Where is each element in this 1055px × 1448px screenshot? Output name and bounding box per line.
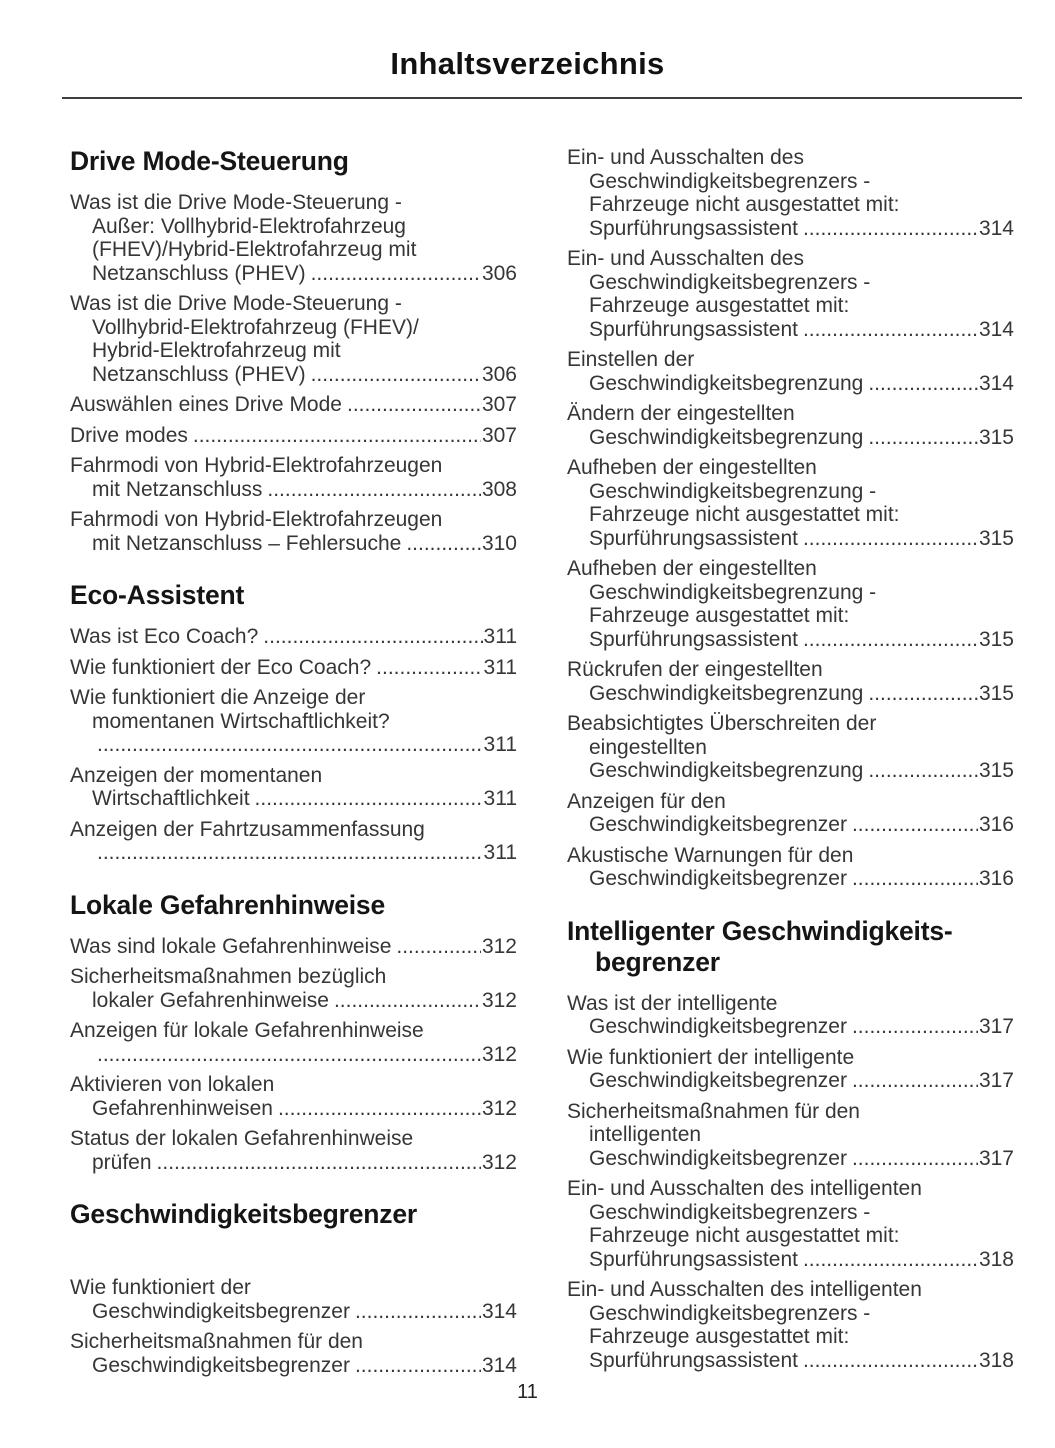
entry-line: Fahrzeuge ausgestattet mit: [589,604,850,627]
entry-text: Spurführungsassistent [589,1348,798,1372]
entry-line: Wie funktioniert der [70,1276,251,1299]
entry-leader-line [70,363,517,387]
toc-column-right [567,146,1014,1384]
toc-entry [70,424,517,448]
entry-text: Netzanschluss (PHEV) [92,261,306,285]
entry-leader-line [70,262,517,286]
entry-leader-line [567,682,1014,706]
toc-entry [70,686,517,757]
entry-page-number: 311 [483,655,517,679]
entry-text: Geschwindigkeitsbegrenzer [589,813,847,836]
dot-leader [803,318,978,342]
toc-entry [567,992,1014,1039]
entry-leader-line [567,372,1014,396]
entry-line: Fahrzeuge ausgestattet mit: [589,294,850,317]
entry-line: Außer: Vollhybrid-Elektrofahrzeug [92,214,406,238]
toc-section [567,916,1014,1373]
toc-entry [70,1276,517,1323]
entry-leader-line [567,867,1014,891]
entry-text: Geschwindigkeitsbegrenzer [92,1353,350,1377]
entry-text: Spurführungsassistent [589,1247,798,1271]
entry-line: Akustische Warnungen für den [567,843,854,867]
entry-page-number: 314 [978,371,1014,395]
entry-line: Geschwindigkeitsbegrenzers - [589,1200,871,1224]
entry-text: Geschwindigkeitsbegrenzer [92,1299,350,1323]
toc-entry [70,935,517,959]
entry-leader-line [567,1349,1014,1373]
entry-line: Anzeigen für den [567,789,726,813]
entry-line: Anzeigen für lokale Gefahrenhinweise [70,1019,424,1042]
entry-text: Geschwindigkeitsbegrenzer [589,1146,847,1170]
toc-entry [70,1127,517,1174]
entry-text: Spurführungsassistent [589,526,798,550]
entry-leader-line [70,1151,517,1175]
dot-leader [803,628,978,652]
entry-leader-line [567,628,1014,652]
dot-leader [868,426,978,450]
entry-text: Geschwindigkeitsbegrenzung [589,681,864,705]
entry-line: Ein- und Ausschalten des [567,247,804,270]
dot-leader [396,935,481,959]
entry-line: Ein- und Ausschalten des intelligenten [567,1177,922,1200]
dot-leader [97,733,483,757]
toc-entry [70,1019,517,1066]
entry-line: Sicherheitsmaßnahmen für den [70,1330,363,1353]
dot-leader [852,1015,978,1039]
entry-leader-line [567,813,1014,837]
dot-leader [803,217,978,241]
toc-entry [70,818,517,865]
entry-line: Einstellen der [567,348,695,371]
dot-leader [355,1354,481,1378]
section-heading: Eco-Assistent [70,580,245,610]
toc-section [70,146,517,555]
entry-page-number: 318 [978,1348,1014,1372]
entry-text: Spurführungsassistent [589,216,798,240]
entry-line: Vollhybrid-Elektrofahrzeug (FHEV)/ [92,315,419,339]
entry-text: Wie funktioniert der Eco Coach? [70,655,372,679]
dot-leader [868,372,978,396]
section-heading: Lokale Gefahrenhinweise [70,889,385,920]
entry-line: Hybrid-Elektrofahrzeug mit [92,339,341,362]
toc-section [567,146,1014,891]
entry-text: Geschwindigkeitsbegrenzer [589,867,847,890]
entry-text: Wirtschaftlichkeit [92,787,250,810]
entry-line: Aufheben der eingestellten [567,456,817,479]
toc-entry [70,625,517,649]
entry-page-number: 312 [481,1042,517,1066]
entry-leader-line [70,656,517,680]
dot-leader [255,787,483,811]
dot-leader [347,393,481,417]
dot-leader [193,424,481,448]
entry-leader-line [70,393,517,417]
toc-entry [70,393,517,417]
entry-line: Fahrzeuge ausgestattet mit: [589,1325,850,1348]
entry-line: (FHEV)/Hybrid-Elektrofahrzeug mit [92,238,417,261]
entry-page-number: 315 [978,526,1014,550]
entry-text: Was sind lokale Gefahrenhinweise [70,934,392,958]
section-heading: Intelligenter Geschwindigkeits- begrenzer [567,915,953,977]
entry-line: Sicherheitsmaßnahmen bezüglich [70,965,387,988]
entry-line: Beabsichtigtes Überschreiten der [567,712,877,735]
entry-page-number: 312 [481,1096,517,1120]
toc-section [70,580,517,865]
entry-leader-line [567,759,1014,783]
toc-entry [567,790,1014,837]
dot-leader [267,478,481,502]
entry-line: Wie funktioniert der intelligente [567,1045,855,1069]
entry-text: lokaler Gefahrenhinweise [92,988,329,1012]
dot-leader [852,1069,978,1093]
entry-page-number: 307 [481,393,517,416]
entry-leader-line [70,1097,517,1121]
entry-page-number: 308 [481,477,517,501]
toc-entry [567,1100,1014,1171]
dot-leader [868,682,978,706]
entry-leader-line [70,424,517,448]
entry-line: eingestellten [589,735,707,759]
entry-line: Was ist der intelligente [567,991,778,1015]
entry-line: Status der lokalen Gefahrenhinweise [70,1127,414,1150]
toc-entry [567,1278,1014,1372]
dot-leader [852,867,978,891]
toc-entry [70,1330,517,1377]
entry-leader-line [70,625,517,649]
entry-text: mit Netzanschluss – Fehlersuche [92,531,402,555]
toc-entry [567,712,1014,783]
dot-leader [406,532,481,556]
entry-page-number: 306 [481,362,517,386]
toc-entry [567,348,1014,395]
entry-page-number: 318 [978,1247,1014,1271]
entry-page-number: 314 [481,1299,517,1323]
entry-line: momentanen Wirtschaftlichkeit? [92,709,390,733]
dot-leader [311,363,481,387]
entry-page-number: 314 [978,317,1014,341]
toc-entry [567,247,1014,341]
toc-section [70,890,517,1175]
dot-leader [263,625,482,649]
dot-leader [311,262,481,286]
entry-line: Geschwindigkeitsbegrenzung - [589,479,877,503]
entry-line: Aktivieren von lokalen [70,1073,275,1096]
entry-page-number: 315 [978,627,1014,651]
entry-leader-line [70,532,517,556]
entry-line: Ein- und Ausschalten des intelligenten [567,1278,922,1301]
entry-text: prüfen [92,1150,152,1174]
entry-page-number: 316 [978,813,1014,836]
entry-leader-line [70,478,517,502]
entry-text: Drive modes [70,423,188,447]
page-number: 11 [517,1381,538,1403]
entry-line: Was ist die Drive Mode-Steuerung - [70,292,402,315]
entry-text: Gefahrenhinweisen [92,1096,273,1120]
toc-entry [567,1046,1014,1093]
entry-leader-line [70,1043,517,1067]
entry-line: Geschwindigkeitsbegrenzers - [589,169,871,193]
entry-leader-line [567,1069,1014,1093]
dot-leader [97,841,483,865]
entry-leader-line [70,1354,517,1378]
toc-entry [70,965,517,1012]
toc-entry [70,508,517,555]
entry-leader-line [70,841,517,865]
entry-line: Geschwindigkeitsbegrenzers - [589,1301,871,1325]
entry-page-number: 315 [978,681,1014,705]
entry-page-number: 311 [483,787,517,810]
entry-text: Was ist Eco Coach? [70,625,259,648]
entry-page-number: 315 [978,759,1014,782]
entry-text: Netzanschluss (PHEV) [92,362,306,386]
title-divider [62,97,1022,99]
entry-line: Ein- und Ausschalten des [567,146,804,169]
entry-line: Geschwindigkeitsbegrenzung - [589,580,877,604]
entry-leader-line [567,1248,1014,1272]
entry-page-number: 312 [481,1150,517,1174]
dot-leader [278,1097,481,1121]
entry-leader-line [567,527,1014,551]
entry-leader-line [70,733,517,757]
entry-line: Anzeigen der Fahrtzusammenfassung [70,817,425,841]
toc-entry [567,844,1014,891]
entry-line: Ändern der eingestellten [567,402,795,425]
toc-entry [70,454,517,501]
toc-entry [567,402,1014,449]
dot-leader [97,1043,481,1067]
dot-leader [803,1248,978,1272]
toc-entry [70,191,517,285]
entry-page-number: 314 [481,1353,517,1377]
entry-page-number: 312 [481,988,517,1012]
entry-line: Anzeigen der momentanen [70,763,323,787]
entry-line: Fahrzeuge nicht ausgestattet mit: [589,1224,900,1247]
entry-leader-line [567,426,1014,450]
entry-text: Geschwindigkeitsbegrenzung [589,371,864,395]
entry-page-number: 311 [483,625,517,648]
toc-entry [567,557,1014,651]
entry-text: mit Netzanschluss [92,477,263,501]
entry-line: Fahrzeuge nicht ausgestattet mit: [589,193,900,216]
toc-columns [70,146,1014,1384]
entry-text: Geschwindigkeitsbegrenzer [589,1069,847,1092]
entry-line: Aufheben der eingestellten [567,557,817,580]
entry-text: Spurführungsassistent [589,627,798,651]
section-heading: Geschwindigkeitsbegrenzer [70,1199,417,1229]
toc-column-left [70,146,517,1384]
entry-line: Geschwindigkeitsbegrenzers - [589,270,871,294]
entry-line: Was ist die Drive Mode-Steuerung - [70,191,402,214]
dot-leader [803,1349,978,1373]
entry-page-number: 314 [978,216,1014,240]
entry-leader-line [567,318,1014,342]
dot-leader [852,813,978,837]
entry-page-number: 316 [978,867,1014,890]
dot-leader [334,989,481,1013]
toc-entry [567,1177,1014,1271]
entry-line: Fahrzeuge nicht ausgestattet mit: [589,503,900,526]
toc-entry [70,764,517,811]
entry-leader-line [567,1015,1014,1039]
entry-page-number: 307 [481,423,517,447]
dot-leader [868,759,978,783]
entry-page-number: 317 [978,1069,1014,1092]
toc-entry [70,1073,517,1120]
entry-leader-line [70,935,517,959]
entry-text: Spurführungsassistent [589,317,798,341]
entry-page-number: 311 [483,841,517,864]
entry-line: Rückrufen der eingestellten [567,658,823,681]
entry-leader-line [567,217,1014,241]
dot-leader [157,1151,481,1175]
entry-leader-line [70,1300,517,1324]
entry-text: Auswählen eines Drive Mode [70,393,342,416]
page-title: Inhaltsverzeichnis [390,46,665,81]
entry-leader-line [567,1147,1014,1171]
entry-page-number: 311 [483,733,517,756]
entry-line: intelligenten [589,1123,702,1146]
entry-leader-line [70,989,517,1013]
entry-line: Wie funktioniert die Anzeige der [70,686,366,709]
entry-page-number: 312 [481,934,517,958]
entry-line: Fahrmodi von Hybrid-Elektrofahrzeugen [70,508,443,531]
entry-text: Geschwindigkeitsbegrenzung [589,425,864,449]
dot-leader [803,527,978,551]
entry-line: Sicherheitsmaßnahmen für den [567,1099,860,1123]
entry-page-number: 317 [978,1015,1014,1038]
toc-entry [567,146,1014,240]
toc-section [70,1199,517,1377]
entry-page-number: 315 [978,425,1014,449]
toc-entry [70,292,517,386]
entry-page-number: 310 [481,531,517,555]
section-heading: Drive Mode-Steuerung [70,146,349,176]
dot-leader [376,656,482,680]
entry-line: Fahrmodi von Hybrid-Elektrofahrzeugen [70,454,443,477]
entry-leader-line [70,787,517,811]
entry-page-number: 317 [978,1146,1014,1170]
page-footer [0,1381,1055,1404]
entry-text: Geschwindigkeitsbegrenzer [589,1015,847,1038]
toc-entry [567,658,1014,705]
dot-leader [852,1147,978,1171]
toc-entry [70,656,517,680]
entry-page-number: 306 [481,261,517,285]
dot-leader [355,1300,481,1324]
toc-entry [567,456,1014,550]
entry-text: Geschwindigkeitsbegrenzung [589,759,864,782]
